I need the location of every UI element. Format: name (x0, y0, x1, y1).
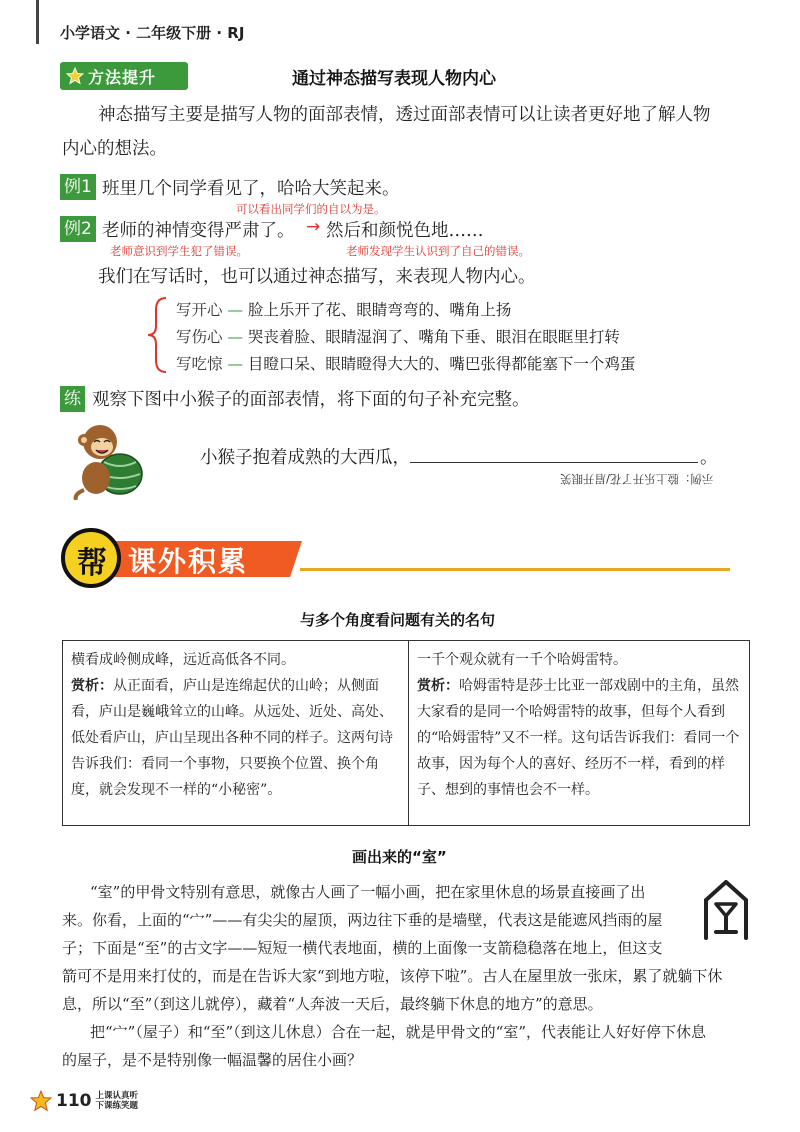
quote-cell-left (63, 641, 409, 825)
example-2-text-b: 然后和颜悦色地…… (326, 221, 484, 241)
summary-line: 我们在写话时，也可以通过神态描写，来表现人物内心。 (98, 267, 536, 287)
emotion-desc: 脸上乐开了花、眼睛弯弯的、嘴角上扬 (247, 301, 512, 319)
example-1-note: 可以看出同学们的自以为是。 (236, 202, 386, 216)
upside-down-answer: 示例：脸上乐开了花/眉开眼笑 (560, 472, 714, 486)
help-title: 课外积累 (128, 545, 249, 578)
example-2-note-a: 老师意识到学生犯了错误。 (110, 244, 248, 258)
intro-line-2: 内心的想法。 (62, 139, 167, 159)
example-2-text-a: 老师的神情变得严肃了。 (102, 221, 295, 241)
book-header: 小学语文 · 二年级下册 · RJ (60, 24, 245, 42)
analysis (71, 673, 400, 803)
intro-line-1: 神态描写主要是描写人物的面部表情，透过面部表情可以让读者更好地了解人物 (98, 105, 711, 125)
fill-prefix: 小猴子抱着成熟的大西瓜， (200, 448, 410, 468)
help-badge-char: 帮 (77, 546, 107, 581)
analysis-text: 哈姆雷特是莎士比亚一部戏剧中的主角，虽然大家看的是同一个哈姆雷特的故事，但每个人看到的“哈姆雷特”又不一样。这句话告诉我们：看同一个故事，因为每个人的喜好、经历不一样，看到的样子、想到的事情也会不一样。 (417, 678, 740, 798)
slogan-line-1: 上课认真听 (95, 1091, 139, 1101)
quotes-title: 与多个角度看问题有关的名句 (300, 611, 496, 629)
story-line-7: 的屋子，是不是特别像一幅温馨的居住小画？ (62, 1051, 363, 1069)
emotion-key: 写吃惊 (176, 355, 223, 373)
emotion-desc: 目瞪口呆、眼睛瞪得大大的、嘴巴张得都能塞下一个鸡蛋 (247, 355, 636, 373)
char-story-title: 画出来的“室” (352, 848, 447, 866)
mascot-icon (30, 1090, 52, 1112)
answer-blank[interactable] (410, 462, 698, 463)
method-badge (60, 62, 188, 90)
emotion-key: 写开心 (176, 301, 223, 319)
example-2-note-b: 老师发现学生认识到了自己的错误。 (346, 244, 530, 258)
page-number: 110 (56, 1091, 92, 1111)
story-line-1: “室”的甲骨文特别有意思，就像古人画了一幅小画，把在家里休息的场景直接画了出 (90, 883, 646, 901)
emotion-desc: 哭丧着脸、眼睛湿润了、嘴角下垂、眼泪在眼眶里打转 (247, 328, 620, 346)
example-2-arrow: → (306, 217, 321, 237)
example-1-text: 班里几个同学看见了，哈哈大笑起来。 (102, 179, 400, 199)
binding-line (36, 0, 39, 44)
analysis (417, 673, 743, 803)
story-line-2: 来。你看，上面的“宀”——有尖尖的屋顶，两边往下垂的是墙壁，代表这是能遮风挡雨的屋 (62, 911, 663, 929)
story-line-3: 子；下面是“至”的古文字——短短一横代表地面，横的上面像一支箭稳稳落在地上，但这支 (62, 939, 663, 957)
practice-tag: 练 (60, 386, 85, 412)
slogan-line-2: 下课练笑题 (95, 1101, 139, 1111)
story-line-6: 把“宀”（屋子）和“至”（到这儿休息）合在一起，就是甲骨文的“室”，代表能让人好好停下休息 (90, 1023, 707, 1041)
monkey-illustration (70, 418, 150, 500)
practice-text: 观察下图中小猴子的面部表情，将下面的句子补充完整。 (92, 390, 530, 410)
emotion-key: 写伤心 (176, 328, 223, 346)
help-stripe (300, 568, 730, 571)
oracle-bone-glyph (700, 880, 752, 942)
quote-cell-right (409, 641, 751, 825)
emotion-dash: — (227, 301, 243, 319)
example-2-tag: 例2 (60, 216, 96, 242)
left-brace (146, 296, 168, 374)
page-footer (30, 1090, 138, 1112)
quote-text: 横看成岭侧成峰，远近高低各不同。 (71, 652, 295, 668)
star-icon (66, 67, 84, 85)
emotion-row-sad (176, 325, 620, 347)
story-line-4: 箭可不是用来打仗的，而是在告诉大家“到地方啦，该停下啦”。古人在屋里放一张床，累了就躺下休 (62, 967, 723, 985)
emotion-row-surprised (176, 352, 635, 374)
story-line-5: 息，所以“至”（到这儿就停），藏着“人奔波一天后，最终躺下休息的地方”的意思。 (62, 995, 603, 1013)
emotion-dash: — (227, 355, 243, 373)
fill-suffix: 。 (700, 448, 718, 468)
footer-slogan (96, 1091, 139, 1111)
emotion-row-happy (176, 298, 511, 320)
method-title: 通过神态描写表现人物内心 (292, 69, 496, 89)
analysis-label: 赏析： (417, 678, 459, 694)
analysis-text: 从正面看，庐山是连绵起伏的山岭；从侧面看，庐山是巍峨耸立的山峰。从远处、近处、高处、低处看庐山，庐山呈现出各种不同的样子。这两句诗告诉我们：看同一个事物，只要换个位置、换个角度，就会发现不一样的“小秘密”。 (71, 678, 393, 798)
quote-text: 一千个观众就有一千个哈姆雷特。 (417, 652, 627, 668)
method-badge-label: 方法提升 (88, 67, 157, 87)
emotion-dash: — (227, 328, 243, 346)
example-1-tag: 例1 (60, 174, 96, 200)
quotes-table (62, 640, 750, 826)
analysis-label: 赏析： (71, 678, 113, 694)
